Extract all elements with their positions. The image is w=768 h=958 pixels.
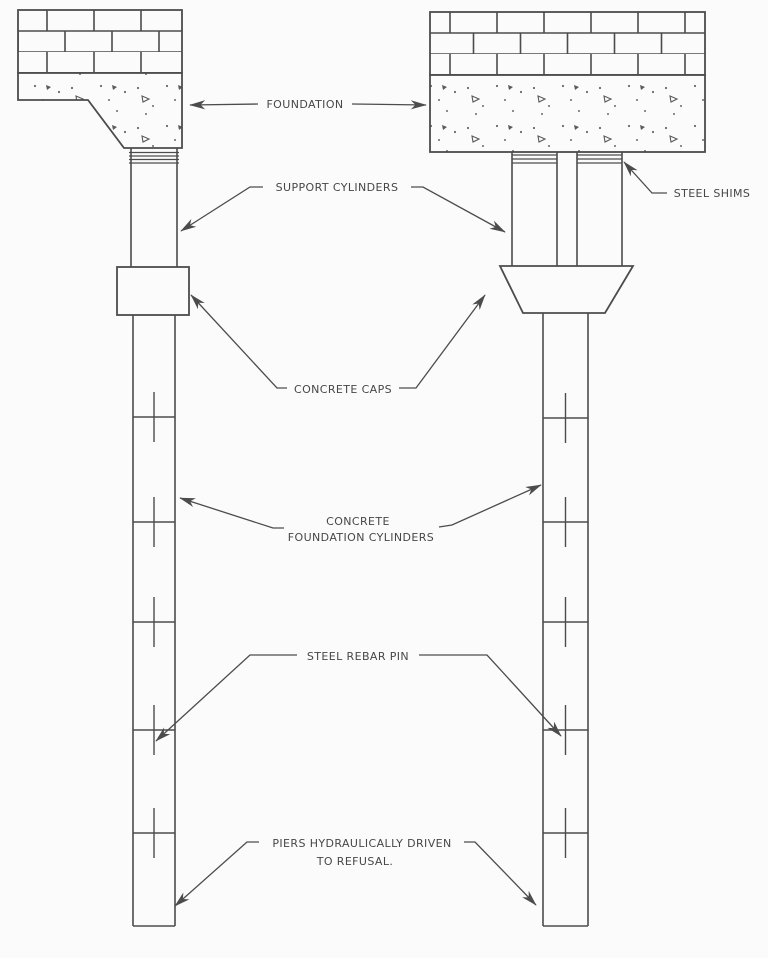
right-support-cylinders xyxy=(512,152,622,266)
left-steel-shims xyxy=(129,153,179,164)
leader-foundation-left xyxy=(190,104,258,105)
right-pier-rebar-joints xyxy=(543,393,588,858)
leader-piers-right xyxy=(464,842,536,905)
label-piers-driven-line1: PIERS HYDRAULICALLY DRIVEN xyxy=(272,837,452,850)
right-concrete-footing xyxy=(430,75,705,152)
leader-rebar-pin-left xyxy=(156,655,297,741)
right-foundation-assembly xyxy=(430,12,705,926)
leader-support-cylinders-left xyxy=(181,187,263,231)
label-foundation: FOUNDATION xyxy=(266,98,344,111)
left-brick-wall xyxy=(18,10,182,73)
leader-lines xyxy=(156,104,667,906)
leader-steel-shims xyxy=(624,162,667,193)
leader-support-cylinders-right xyxy=(411,187,505,232)
left-pier-rebar-joints xyxy=(133,392,175,858)
leader-concrete-caps-right xyxy=(399,295,485,388)
leader-rebar-pin-right xyxy=(419,655,561,736)
leader-foundation-right xyxy=(352,104,426,105)
right-steel-shims xyxy=(512,155,622,163)
leader-foundation-cylinders-right xyxy=(439,485,541,527)
label-steel-rebar-pin: STEEL REBAR PIN xyxy=(306,650,410,663)
left-concrete-cap xyxy=(117,267,189,315)
label-support-cylinders: SUPPORT CYLINDERS xyxy=(275,181,399,194)
label-concrete-foundation-cylinders-line2: FOUNDATION CYLINDERS xyxy=(287,531,435,544)
leader-concrete-caps-left xyxy=(191,295,287,388)
label-concrete-foundation-cylinders-line1: CONCRETE xyxy=(326,515,390,528)
label-steel-shims: STEEL SHIMS xyxy=(673,187,751,200)
leader-piers-left xyxy=(175,842,259,906)
right-concrete-cap xyxy=(500,266,633,313)
left-support-cylinder xyxy=(131,148,177,267)
left-foundation-assembly xyxy=(18,10,189,926)
label-piers-driven-line2: TO REFUSAL. xyxy=(316,855,394,868)
right-brick-wall xyxy=(430,12,705,75)
leader-foundation-cylinders-left xyxy=(180,498,284,528)
label-concrete-caps: CONCRETE CAPS xyxy=(293,383,393,396)
left-concrete-footing xyxy=(18,73,182,148)
